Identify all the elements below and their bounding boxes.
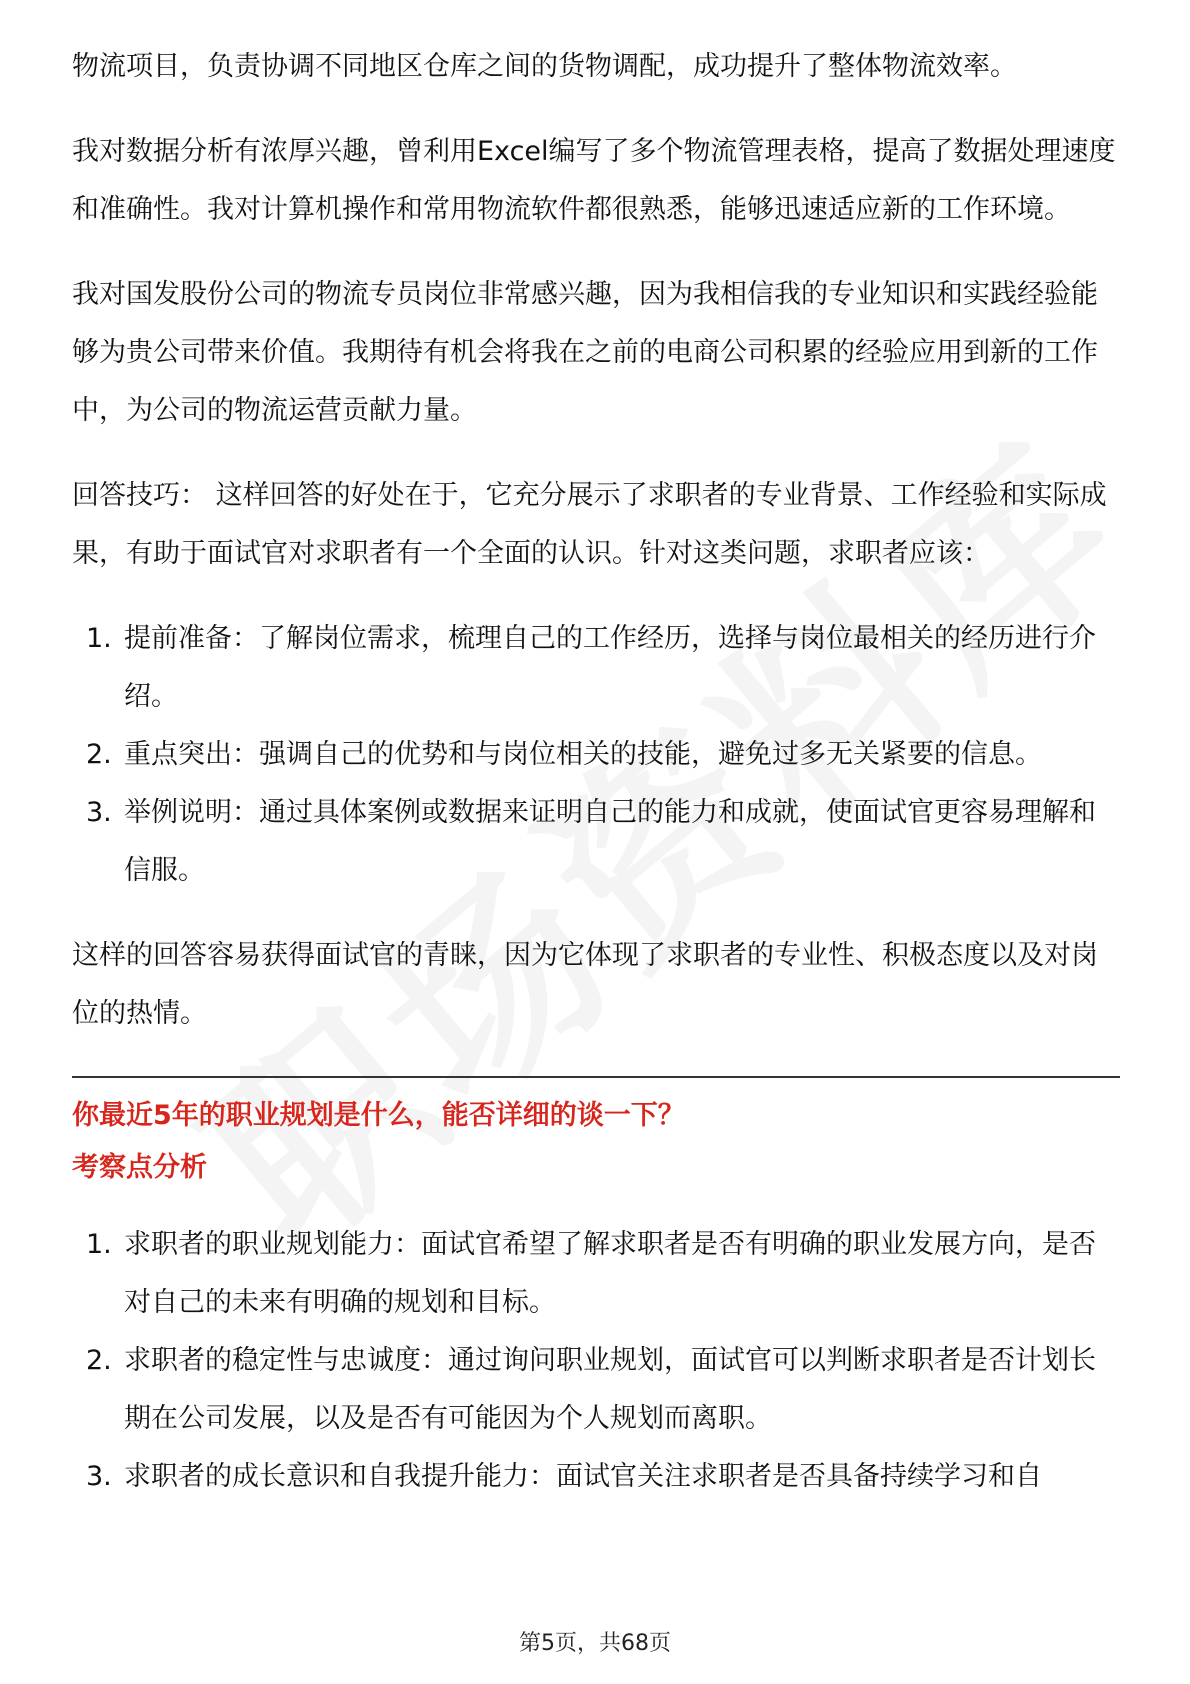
list-item-text: 提前准备：了解岗位需求，梳理自己的工作经历，选择与岗位最相关的经历进行介绍。 — [124, 623, 1096, 712]
list-number: 1. — [86, 623, 112, 654]
list-item-text: 求职者的稳定性与忠诚度：通过询问职业规划，面试官可以判断求职者是否计划长期在公司发展，以及是否有可能因为个人规划而离职。 — [124, 1345, 1096, 1434]
list-item-text: 重点突出：强调自己的优势和与岗位相关的技能，避免过多无关紧要的信息。 — [124, 739, 1042, 770]
list-item-text: 举例说明：通过具体案例或数据来证明自己的能力和成就，使面试官更容易理解和信服。 — [124, 797, 1096, 886]
list-item-text: 求职者的成长意识和自我提升能力：面试官关注求职者是否具备持续学习和自 — [124, 1461, 1042, 1492]
list-number: 2. — [86, 739, 112, 770]
page-footer: 第5页，共68页 — [519, 1631, 671, 1656]
list-item — [72, 610, 1120, 726]
paragraph: 我对国发股份公司的物流专员岗位非常感兴趣，因为我相信我的专业知识和实践经验能够为贵公司带来价值。我期待有机会将我在之前的电商公司积累的经验应用到新的工作中，为公司的物流运营贡献力量。 — [72, 279, 1098, 426]
list-item — [72, 784, 1120, 900]
analysis-points-list — [72, 1216, 1120, 1506]
list-item — [72, 1332, 1120, 1448]
paragraph: 物流项目，负责协调不同地区仓库之间的货物调配，成功提升了整体物流效率。 — [72, 51, 1017, 82]
list-item — [72, 1448, 1120, 1506]
list-number: 3. — [86, 1461, 112, 1492]
list-number: 2. — [86, 1345, 112, 1376]
page-content — [72, 38, 1120, 1506]
list-item — [72, 1216, 1120, 1332]
closing-paragraph: 这样的回答容易获得面试官的青睐，因为它体现了求职者的专业性、积极态度以及对岗位的热情。 — [72, 940, 1098, 1029]
question-title: 你最近5年的职业规划是什么，能否详细的谈一下？ — [72, 1100, 685, 1131]
list-number: 1. — [86, 1229, 112, 1260]
tips-list — [72, 610, 1120, 900]
paragraph: 我对数据分析有浓厚兴趣，曾利用Excel编写了多个物流管理表格，提高了数据处理速度和准确性。我对计算机操作和常用物流软件都很熟悉，能够迅速适应新的工作环境。 — [72, 136, 1116, 225]
list-item-text: 求职者的职业规划能力：面试官希望了解求职者是否有明确的职业发展方向，是否对自己的未来有明确的规划和目标。 — [124, 1229, 1096, 1318]
list-item — [72, 726, 1120, 784]
analysis-heading: 考察点分析 — [72, 1152, 207, 1183]
answer-tips-paragraph: 回答技巧： 这样回答的好处在于，它充分展示了求职者的专业背景、工作经验和实际成果，有助于面试官对求职者有一个全面的认识。针对这类问题，求职者应该： — [72, 480, 1107, 569]
list-number: 3. — [86, 797, 112, 828]
